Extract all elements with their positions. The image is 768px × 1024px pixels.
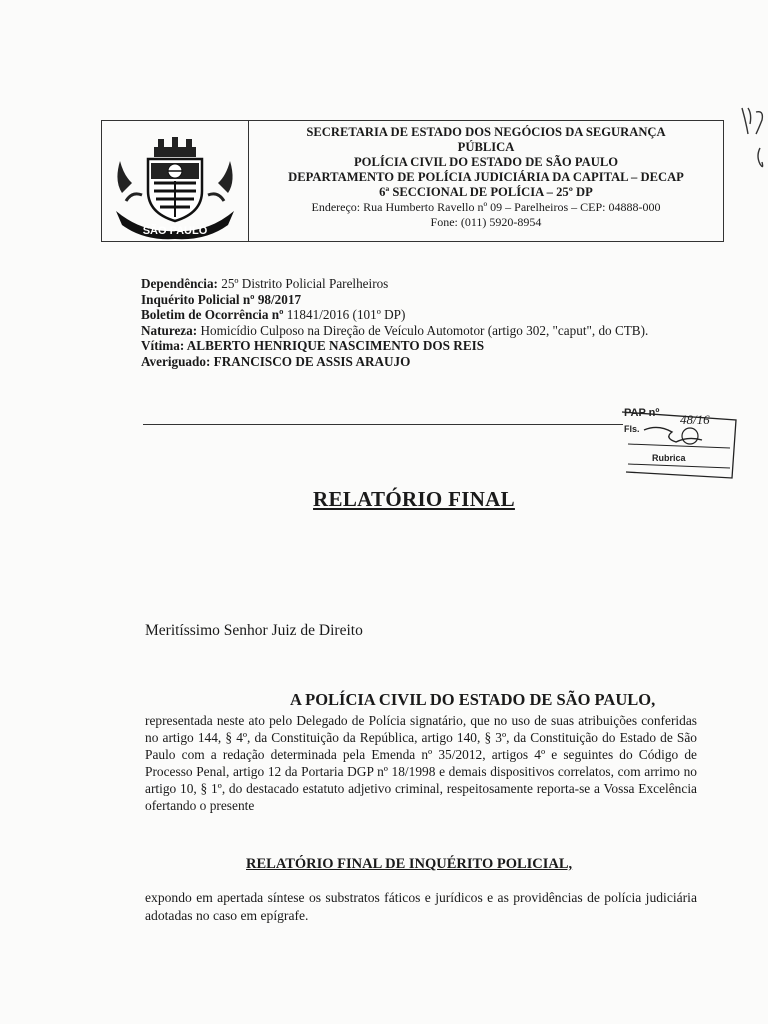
header-line-4: DEPARTAMENTO DE POLÍCIA JUDICIÁRIA DA CAPITAL – DECAP: [288, 170, 684, 184]
dependencia-label: Dependência:: [141, 276, 218, 291]
stamp-number: 48/16: [680, 412, 710, 427]
natureza-label: Natureza:: [141, 322, 198, 338]
header-line-1: SECRETARIA DE ESTADO DOS NEGÓCIOS DA SEGURANÇA: [306, 125, 666, 139]
inquerito-label: Inquérito Policial nº 98/2017: [141, 291, 302, 307]
stamp-rubrica-label: Rubrica: [652, 453, 686, 463]
vitima-line: [141, 338, 701, 354]
coat-of-arms-cell: [102, 121, 249, 241]
intro-heading: A POLÍCIA CIVIL DO ESTADO DE SÃO PAULO,: [290, 690, 656, 709]
header-line-5: 6ª SECCIONAL DE POLÍCIA – 25º DP: [379, 185, 593, 199]
boletim-line: [141, 307, 701, 323]
sao-paulo-coat-of-arms-icon: [102, 121, 248, 241]
header-phone: Fone: (011) 5920-8954: [430, 215, 542, 229]
stamp-fls-label: Fls.: [624, 424, 640, 434]
document-title: [0, 487, 768, 512]
boletim-value: 11841/2016 (101º DP): [283, 307, 406, 322]
header-line-3: POLÍCIA CIVIL DO ESTADO DE SÃO PAULO: [353, 155, 619, 169]
logo-ribbon-text: SÃO PAULO: [142, 225, 208, 237]
dependencia-value: 25º Distrito Policial Parelheiros: [217, 276, 389, 291]
letterhead-box: [101, 120, 724, 242]
paragraph-2: expondo em apertada síntese os substratos fáticos e jurídicos e as providências de polícia judiciária adotadas no caso em epígrafe.: [145, 890, 697, 923]
boletim-label: Boletim de Ocorrência nº: [141, 307, 284, 322]
vitima-value: Vítima: ALBERTO HENRIQUE NASCIMENTO DOS REIS: [141, 338, 485, 353]
section-subtitle: RELATÓRIO FINAL DE INQUÉRITO POLICIAL,: [246, 856, 573, 872]
natureza-value: Homicídio Culposo na Direção de Veículo Automotor (artigo 302, "caput", do CTB).: [197, 322, 649, 338]
letterhead-text: [252, 125, 720, 230]
divider-line: [143, 424, 623, 425]
stamp-pap-label: PAP nº: [624, 407, 660, 419]
handwritten-page-number-icon: [738, 104, 768, 174]
document-title-text: RELATÓRIO FINAL: [313, 487, 515, 511]
averiguado-line: [141, 354, 701, 370]
salutation: Meritíssimo Senhor Juiz de Direito: [145, 622, 363, 639]
header-line-2: PÚBLICA: [457, 140, 515, 154]
dependencia-line: [141, 276, 701, 292]
paragraph-1: representada neste ato pelo Delegado de Polícia signatário, que no uso de suas atribuições conferidas no artigo 144, § 4º, da Constituição da República, artigo 140, § 3º, da Constituição do Estado de São Paulo com a redação determinada pela Emenda nº 35/2012, artigos 4º e seguintes do Código de Processo Penal, artigo 12 da Portaria DGP nº 18/1998 e demais dispositivos correlatos, com arrimo no artigo 10, § 1º, do destacado estatuto adjetivo criminal, respeitosamente reporta-se a Vossa Excelência ofertando o presente: [145, 713, 697, 813]
rubrica-stamp: [618, 402, 740, 480]
averiguado-value: Averiguado: FRANCISCO DE ASSIS ARAUJO: [141, 353, 411, 369]
header-address: Endereço: Rua Humberto Ravello nº 09 – Parelheiros – CEP: 04888-000: [311, 200, 661, 214]
natureza-line: [141, 323, 701, 339]
inquerito-line: [141, 292, 701, 308]
case-info-block: [141, 276, 701, 369]
